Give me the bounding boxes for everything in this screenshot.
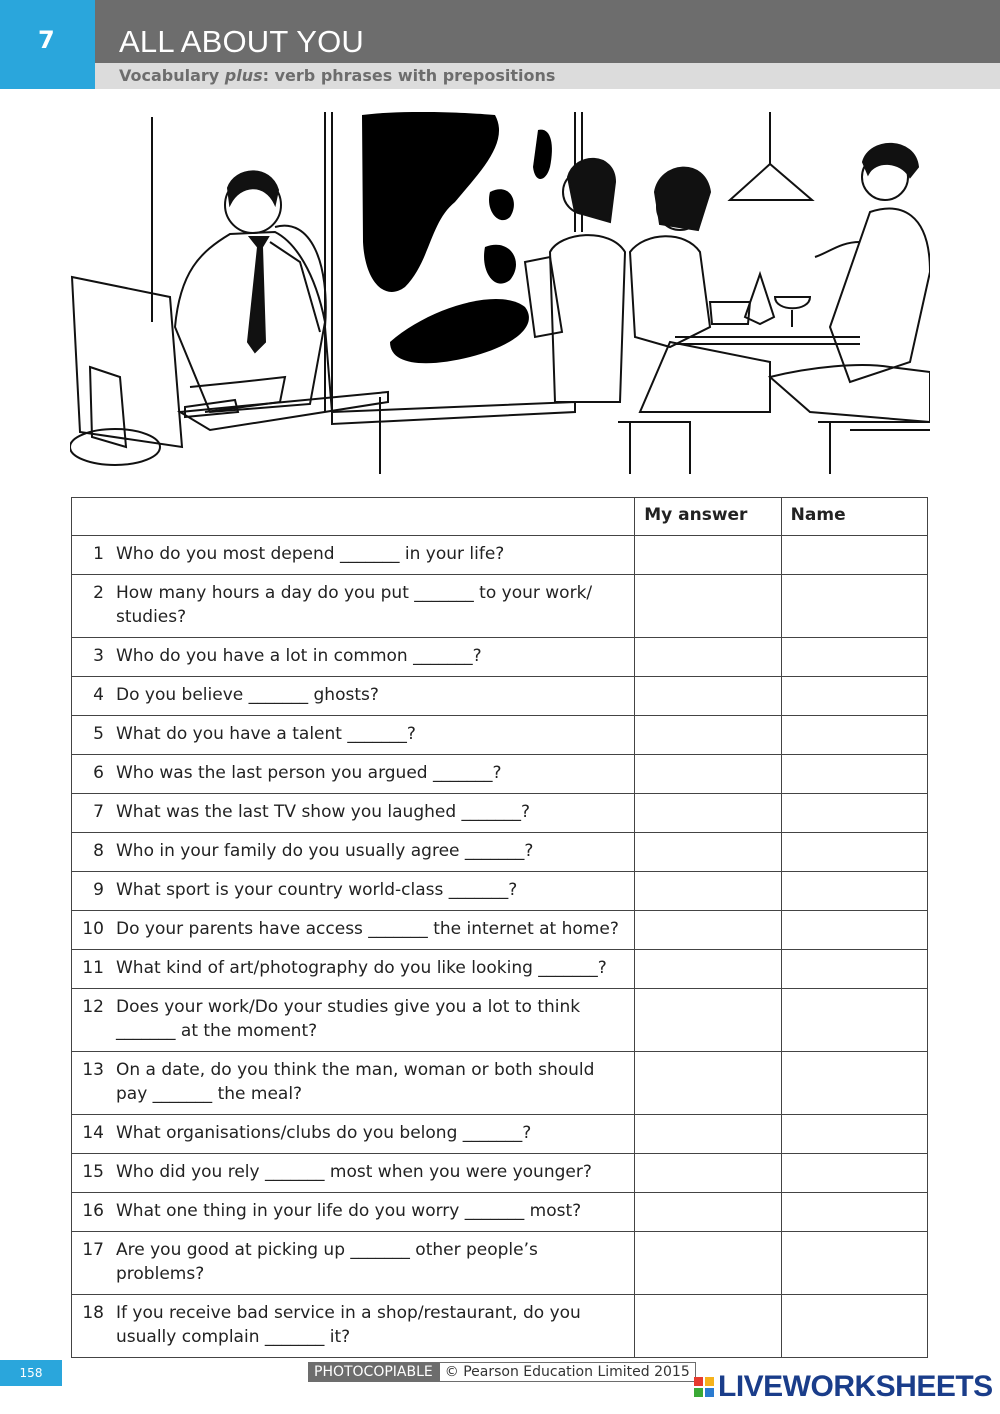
question-cell: [72, 989, 635, 1052]
my-answer-cell[interactable]: [635, 638, 781, 677]
subtitle-italic: plus: [224, 66, 263, 85]
question-cell: [72, 1232, 635, 1295]
liveworksheets-logo-icon: [694, 1377, 714, 1397]
my-answer-cell[interactable]: [635, 536, 781, 575]
photocopiable-badge: PHOTOCOPIABLE: [308, 1362, 439, 1382]
questions-body: [72, 536, 928, 1358]
subtitle-suffix: : verb phrases with prepositions: [262, 66, 556, 85]
table-row: [72, 575, 928, 638]
name-cell[interactable]: [781, 1232, 927, 1295]
question-text: Who do you have a lot in common _______?: [116, 646, 482, 666]
liveworksheets-logo[interactable]: [694, 1370, 993, 1404]
question-cell: [72, 872, 635, 911]
question-number: 12: [82, 997, 104, 1017]
my-answer-cell[interactable]: [635, 1232, 781, 1295]
question-text: If you receive bad service in a shop/restaurant, do you usually complain _______ it?: [116, 1303, 581, 1347]
question-text: What kind of art/photography do you like looking _______?: [116, 958, 607, 978]
name-cell[interactable]: [781, 1052, 927, 1115]
question-number: 17: [82, 1240, 104, 1260]
my-answer-cell[interactable]: [635, 989, 781, 1052]
question-cell: [72, 911, 635, 950]
my-answer-cell[interactable]: [635, 1154, 781, 1193]
question-number: 3: [93, 646, 104, 666]
question-cell: [72, 1154, 635, 1193]
brand-name: LIVEWORKSHEETS: [718, 1370, 993, 1403]
name-cell[interactable]: [781, 794, 927, 833]
question-text: What one thing in your life do you worry _______ most?: [116, 1201, 582, 1221]
my-answer-cell[interactable]: [635, 755, 781, 794]
name-cell[interactable]: [781, 833, 927, 872]
question-cell: [72, 677, 635, 716]
table-row: [72, 950, 928, 989]
table-row: [72, 1193, 928, 1232]
question-number: 7: [93, 802, 104, 822]
question-cell: [72, 536, 635, 575]
question-number: 11: [82, 958, 104, 978]
name-column-header: Name: [781, 498, 927, 536]
question-cell: [72, 716, 635, 755]
page-number: 158: [0, 1360, 62, 1386]
table-row: [72, 716, 928, 755]
question-number: 10: [82, 919, 104, 939]
question-number: 4: [93, 685, 104, 705]
logo-square: [705, 1388, 714, 1397]
name-cell[interactable]: [781, 989, 927, 1052]
table-row: [72, 677, 928, 716]
question-text: Who did you rely _______ most when you were younger?: [116, 1162, 592, 1182]
question-text: Who do you most depend _______ in your life?: [116, 544, 505, 564]
question-number: 1: [93, 544, 104, 564]
question-text: What organisations/clubs do you belong _______?: [116, 1123, 532, 1143]
question-number: 16: [82, 1201, 104, 1221]
question-cell: [72, 638, 635, 677]
my-answer-cell[interactable]: [635, 1115, 781, 1154]
question-number: 18: [82, 1303, 104, 1323]
question-cell: [72, 575, 635, 638]
my-answer-cell[interactable]: [635, 833, 781, 872]
name-cell[interactable]: [781, 716, 927, 755]
logo-square: [694, 1388, 703, 1397]
table-row: [72, 872, 928, 911]
name-cell[interactable]: [781, 1154, 927, 1193]
name-cell[interactable]: [781, 677, 927, 716]
copyright-notice: [308, 1362, 696, 1382]
my-answer-cell[interactable]: [635, 575, 781, 638]
question-number: 13: [82, 1060, 104, 1080]
copyright-text: © Pearson Education Limited 2015: [439, 1362, 696, 1382]
question-column-header: [72, 498, 635, 536]
table-row: [72, 1154, 928, 1193]
question-cell: [72, 1052, 635, 1115]
question-number: 5: [93, 724, 104, 744]
question-number: 8: [93, 841, 104, 861]
question-text: Who in your family do you usually agree _______?: [116, 841, 534, 861]
unit-number-badge: 7: [0, 0, 95, 89]
question-text: On a date, do you think the man, woman or both should pay _______ the meal?: [116, 1060, 595, 1104]
question-cell: [72, 833, 635, 872]
question-cell: [72, 1115, 635, 1154]
my-answer-cell[interactable]: [635, 1295, 781, 1358]
questionnaire-table: [71, 497, 928, 1358]
my-answer-cell[interactable]: [635, 872, 781, 911]
question-number: 9: [93, 880, 104, 900]
my-answer-cell[interactable]: [635, 911, 781, 950]
question-text: What do you have a talent _______?: [116, 724, 416, 744]
my-answer-cell[interactable]: [635, 950, 781, 989]
question-cell: [72, 755, 635, 794]
my-answer-cell[interactable]: [635, 1052, 781, 1115]
logo-square: [705, 1377, 714, 1386]
page-subtitle: [95, 63, 1000, 89]
question-number: 2: [93, 583, 104, 603]
table-header-row: [72, 498, 928, 536]
question-text: Are you good at picking up _______ other people’s problems?: [116, 1240, 538, 1284]
table-row: [72, 1115, 928, 1154]
table-row: [72, 794, 928, 833]
table-row: [72, 833, 928, 872]
question-cell: [72, 950, 635, 989]
name-cell[interactable]: [781, 755, 927, 794]
question-text: What was the last TV show you laughed _______?: [116, 802, 531, 822]
logo-square: [694, 1377, 703, 1386]
name-cell[interactable]: [781, 536, 927, 575]
page-title: ALL ABOUT YOU: [95, 0, 1000, 63]
question-text: Who was the last person you argued _______?: [116, 763, 502, 783]
question-text: Do your parents have access _______ the internet at home?: [116, 919, 619, 939]
question-cell: [72, 794, 635, 833]
question-cell: [72, 1295, 635, 1358]
name-cell[interactable]: [781, 1193, 927, 1232]
name-cell[interactable]: [781, 1115, 927, 1154]
question-text: Do you believe _______ ghosts?: [116, 685, 379, 705]
name-cell[interactable]: [781, 575, 927, 638]
question-number: 6: [93, 763, 104, 783]
table-row: [72, 536, 928, 575]
table-row: [72, 1052, 928, 1115]
name-cell[interactable]: [781, 950, 927, 989]
table-row: [72, 1295, 928, 1358]
name-cell[interactable]: [781, 872, 927, 911]
subtitle-prefix: Vocabulary: [119, 66, 225, 85]
my-answer-cell[interactable]: [635, 1193, 781, 1232]
my-answer-cell[interactable]: [635, 716, 781, 755]
name-cell[interactable]: [781, 1295, 927, 1358]
my-answer-cell[interactable]: [635, 794, 781, 833]
question-number: 15: [82, 1162, 104, 1182]
question-text: How many hours a day do you put _______ to your work/ studies?: [116, 583, 593, 627]
office-and-cafe-illustration: [70, 112, 930, 474]
table-row: [72, 911, 928, 950]
my-answer-cell[interactable]: [635, 677, 781, 716]
name-cell[interactable]: [781, 911, 927, 950]
table-row: [72, 989, 928, 1052]
table-row: [72, 1232, 928, 1295]
question-cell: [72, 1193, 635, 1232]
question-number: 14: [82, 1123, 104, 1143]
table-row: [72, 755, 928, 794]
question-text: What sport is your country world-class _______?: [116, 880, 518, 900]
table-row: [72, 638, 928, 677]
question-text: Does your work/Do your studies give you a lot to think _______ at the moment?: [116, 997, 581, 1041]
name-cell[interactable]: [781, 638, 927, 677]
my-answer-column-header: My answer: [635, 498, 781, 536]
